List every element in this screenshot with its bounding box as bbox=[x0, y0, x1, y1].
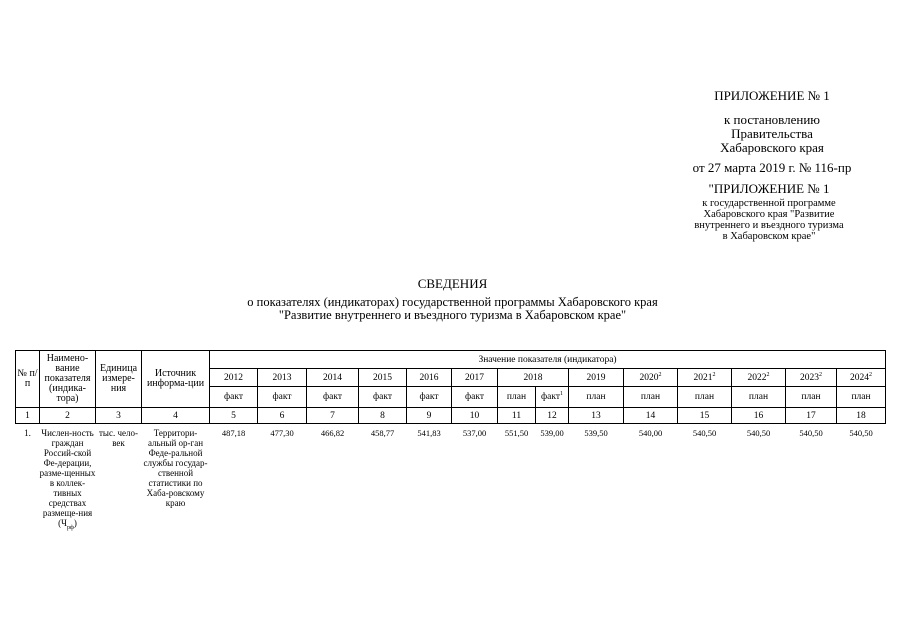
value-type-header bbox=[536, 387, 569, 408]
column-number: 15 bbox=[678, 408, 732, 424]
year-header bbox=[359, 369, 407, 387]
year-header bbox=[678, 369, 732, 387]
column-number: 6 bbox=[258, 408, 307, 424]
value-type-header bbox=[407, 387, 452, 408]
subtitle-line: "Развитие внутреннего и въездного туризма в Хабаровском крае" bbox=[278, 308, 627, 322]
value-type-label: факт bbox=[272, 392, 292, 402]
footnote-mark: 2 bbox=[819, 371, 822, 378]
year-label: 2021 bbox=[693, 372, 713, 383]
year-header bbox=[210, 369, 258, 387]
year-header bbox=[732, 369, 786, 387]
column-number: 1 bbox=[16, 408, 40, 424]
value-type-label: факт bbox=[223, 392, 243, 402]
value-type-header bbox=[678, 387, 732, 408]
year-header bbox=[624, 369, 678, 387]
value-type-label: факт bbox=[540, 392, 560, 402]
col-header-source: Источник информа-ции bbox=[142, 351, 210, 408]
appendix-title: ПРИЛОЖЕНИЕ № 1 bbox=[714, 88, 830, 103]
value-cell: 539,00 bbox=[540, 428, 564, 438]
table-row bbox=[16, 424, 886, 533]
value-type-header bbox=[624, 387, 678, 408]
column-number: 5 bbox=[210, 408, 258, 424]
program-appendix-title: "ПРИЛОЖЕНИЕ № 1 bbox=[708, 181, 830, 196]
value-type-header bbox=[569, 387, 624, 408]
value-type-label: план bbox=[801, 392, 821, 402]
value-cell: 466,82 bbox=[320, 428, 345, 438]
indicator-unit: тыс. чело-век bbox=[99, 428, 138, 448]
indicator-name-end: ) bbox=[73, 518, 77, 528]
program-line: внутреннего и въездного туризма bbox=[694, 220, 844, 231]
program-line: Хабаровского края "Развитие bbox=[703, 209, 835, 220]
footnote-mark: 2 bbox=[766, 371, 770, 378]
column-number: 18 bbox=[837, 408, 886, 424]
year-label: 2023 bbox=[800, 372, 819, 383]
value-type-label: план bbox=[851, 392, 871, 402]
indicator-source: Территори-альный ор-ган Феде-ральной службы государ-ственной статистики по Хаба-ровскому краю bbox=[143, 428, 208, 508]
column-number: 13 bbox=[569, 408, 624, 424]
value-type-label: факт bbox=[464, 392, 484, 402]
value-type-header bbox=[258, 387, 307, 408]
value-type-label: план bbox=[748, 392, 769, 402]
value-type-label: план bbox=[506, 392, 527, 402]
year-label: 2017 bbox=[465, 372, 484, 383]
indicator-name-subscript: рф bbox=[66, 524, 74, 531]
column-number: 12 bbox=[536, 408, 569, 424]
column-numbers-row bbox=[16, 408, 886, 424]
value-type-label: факт bbox=[322, 392, 342, 402]
value-cell: 540,50 bbox=[692, 428, 717, 438]
value-type-header bbox=[307, 387, 359, 408]
year-header bbox=[307, 369, 359, 387]
value-cell: 540,50 bbox=[849, 428, 873, 438]
column-number: 17 bbox=[786, 408, 837, 424]
program-appendix-header bbox=[664, 182, 874, 242]
document-subtitle bbox=[0, 296, 905, 322]
footnote-mark: 1 bbox=[560, 391, 563, 397]
program-line: к государственной программе bbox=[702, 198, 836, 209]
year-label: 2016 bbox=[419, 372, 439, 383]
year-header bbox=[837, 369, 886, 387]
resolution-line: Хабаровского края bbox=[720, 140, 824, 155]
year-header bbox=[258, 369, 307, 387]
col-header-number: № п/п bbox=[16, 351, 40, 408]
value-cell: 540,50 bbox=[799, 428, 823, 438]
value-type-header bbox=[498, 387, 536, 408]
indicator-name bbox=[40, 424, 96, 533]
year-label: 2019 bbox=[586, 372, 606, 383]
year-label: 2020 bbox=[639, 372, 659, 383]
footnote-mark: 2 bbox=[869, 371, 872, 378]
column-number: 3 bbox=[96, 408, 142, 424]
year-header bbox=[498, 369, 569, 387]
year-label: 2024 bbox=[850, 372, 869, 383]
year-label: 2022 bbox=[747, 372, 767, 383]
resolution-date: от 27 марта 2019 г. № 116-пр bbox=[692, 160, 852, 175]
year-label: 2013 bbox=[272, 372, 292, 383]
year-header bbox=[786, 369, 837, 387]
column-number: 7 bbox=[307, 408, 359, 424]
column-number: 11 bbox=[498, 408, 536, 424]
value-cell: 540,00 bbox=[638, 428, 663, 438]
column-number: 16 bbox=[732, 408, 786, 424]
value-type-label: факт bbox=[419, 392, 439, 402]
value-type-label: план bbox=[586, 392, 606, 402]
indicator-name-text: Числен-ность граждан Россий-ской Фе-дерации, разме-щенных в коллек-тивных средствах размеще-ния (Ч bbox=[39, 428, 96, 528]
resolution-line: к постановлению bbox=[723, 112, 821, 127]
value-cell: 541,83 bbox=[417, 428, 441, 438]
value-type-header bbox=[452, 387, 498, 408]
value-cell: 539,50 bbox=[584, 428, 608, 438]
value-type-header bbox=[210, 387, 258, 408]
column-number: 4 bbox=[142, 408, 210, 424]
row-number: 1. bbox=[24, 428, 31, 438]
footnote-mark: 2 bbox=[712, 371, 716, 378]
value-cell: 540,50 bbox=[746, 428, 771, 438]
year-header bbox=[452, 369, 498, 387]
program-line: в Хабаровском крае" bbox=[722, 231, 816, 242]
appendix-header bbox=[657, 89, 887, 175]
indicators-table bbox=[15, 350, 886, 533]
footnote-mark: 2 bbox=[658, 371, 662, 378]
year-header bbox=[569, 369, 624, 387]
column-number: 9 bbox=[407, 408, 452, 424]
resolution-line: Правительства bbox=[731, 126, 813, 141]
value-type-header bbox=[732, 387, 786, 408]
value-type-header bbox=[786, 387, 837, 408]
value-type-label: факт bbox=[372, 392, 392, 402]
value-cell: 487,18 bbox=[221, 428, 246, 438]
year-label: 2018 bbox=[523, 372, 543, 383]
column-number: 10 bbox=[452, 408, 498, 424]
document-title: СВЕДЕНИЯ bbox=[417, 276, 488, 291]
value-cell: 551,50 bbox=[504, 428, 529, 438]
subtitle-line: о показателях (индикаторах) государственной программы Хабаровского края bbox=[247, 295, 658, 309]
col-header-unit: Единица измере-ния bbox=[96, 351, 142, 408]
value-type-header bbox=[837, 387, 886, 408]
year-label: 2012 bbox=[224, 372, 243, 383]
value-type-header bbox=[359, 387, 407, 408]
year-label: 2014 bbox=[323, 372, 342, 383]
value-type-label: план bbox=[640, 392, 661, 402]
col-header-name: Наимено-вание показателя (индика-тора) bbox=[40, 351, 96, 408]
value-cell: 537,00 bbox=[462, 428, 487, 438]
value-type-label: план bbox=[694, 392, 715, 402]
year-header bbox=[407, 369, 452, 387]
column-number: 2 bbox=[40, 408, 96, 424]
value-cell: 477,30 bbox=[270, 428, 294, 438]
year-label: 2015 bbox=[373, 372, 392, 383]
value-cell: 458,77 bbox=[370, 428, 395, 438]
column-number: 14 bbox=[624, 408, 678, 424]
col-header-values: Значение показателя (индикатора) bbox=[210, 351, 886, 369]
column-number: 8 bbox=[359, 408, 407, 424]
